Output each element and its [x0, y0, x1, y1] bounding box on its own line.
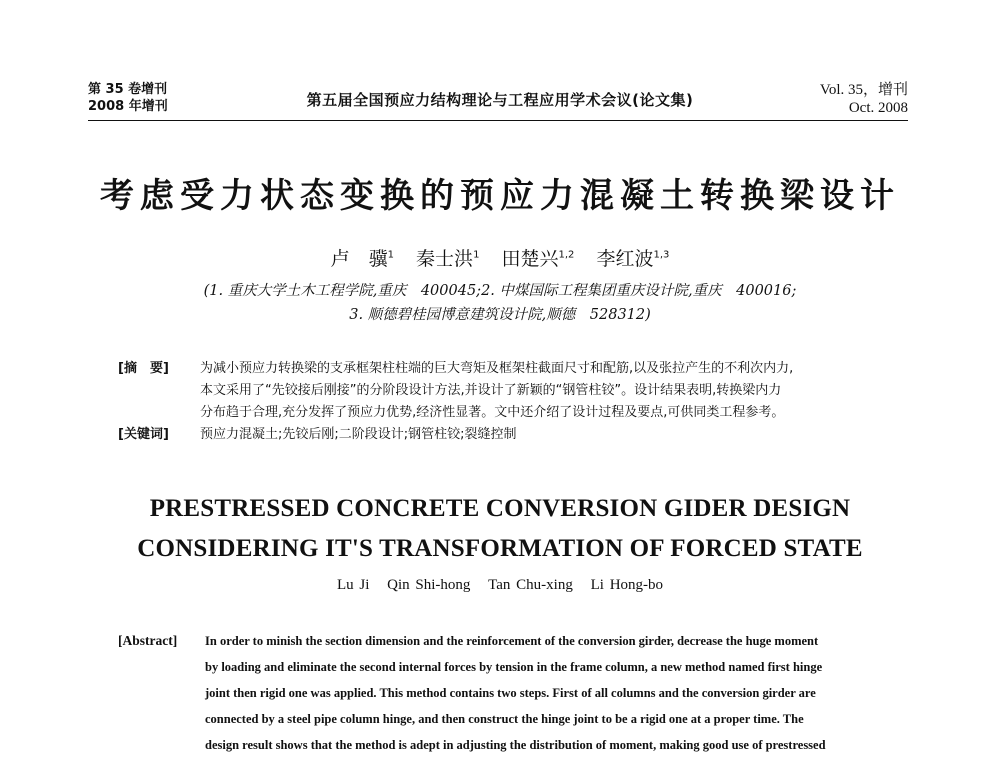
- header-volume-en: [820, 81, 908, 117]
- keywords-cn-text: 预应力混凝土;先铰后刚;二阶段设计;钢管柱铰;裂缝控制: [200, 427, 517, 442]
- abstract-cn-text: [200, 358, 918, 424]
- author-en-3: Tan Chu-xing: [488, 577, 573, 593]
- abstract-en: [118, 628, 918, 758]
- affiliation-line-2: 3. 顺德碧桂园博意建筑设计院,顺德 528312): [349, 307, 651, 323]
- author-list-en: [0, 577, 1000, 594]
- keywords-cn: [118, 424, 918, 446]
- header-volume-line1: 第 35 卷增刊: [88, 82, 168, 97]
- abstract-cn-label: [摘 要]: [118, 361, 169, 376]
- abstract-cn-block: [118, 358, 918, 446]
- abstract-en-label: [Abstract]: [118, 633, 178, 648]
- author-en-4: Li Hong-bo: [590, 577, 664, 593]
- author-cn-2: 秦士洪$^1$: [416, 248, 480, 270]
- header-conference-title: 第五届全国预应力结构理论与工程应用学术会议(论文集): [306, 91, 694, 109]
- abstract-en-line: joint then rigid one was applied. This method contains two steps. First of all columns and the conversion girder are: [205, 686, 816, 700]
- paper-title-en-line1: PRESTRESSED CONCRETE CONVERSION GIDER DESIGN: [149, 495, 851, 522]
- abstract-en-line: connected by a steel pipe column hinge, and then construct the hinge joint to be a rigid one at a proper time. The: [205, 712, 804, 726]
- header-date: Oct. 2008: [848, 100, 908, 116]
- author-cn-4: 李红波$^{1,3}$: [596, 248, 670, 270]
- header-volume-en-line1: Vol. 35，增刊: [819, 82, 908, 98]
- abstract-cn-line: 为减小预应力转换梁的支承框架柱柱端的巨大弯矩及框架柱截面尺寸和配筋,以及张拉产生的不利次内力,: [200, 361, 794, 376]
- abstract-cn-line: 分布趋于合理,充分发挥了预应力优势,经济性显著。文中还介绍了设计过程及要点,可供同类工程参考。: [200, 405, 785, 420]
- author-en-1: Lu Ji: [336, 577, 370, 593]
- abstract-cn-line: 本文采用了“先铰接后刚接”的分阶段设计方法,并设计了新颖的“钢管柱铰”。设计结果表明,转换梁内力: [200, 383, 782, 398]
- abstract-en-text: [205, 628, 918, 758]
- author-cn-3: 田楚兴$^{1,2}$: [501, 248, 575, 270]
- abstract-en-line: by loading and eliminate the second internal forces by tension in the frame column, a new method named first hinge: [205, 660, 823, 674]
- abstract-en-line: In order to minish the section dimension and the reinforcement of the conversion girder, decrease the huge moment: [205, 634, 819, 648]
- author-en-2: Qin Shi-hong: [387, 577, 471, 593]
- affiliation-line-1: (1. 重庆大学土木工程学院,重庆 400045;2. 中煤国际工程集团重庆设计院,重庆 400016;: [203, 283, 797, 299]
- paper-title-cn: 考虑受力状态变换的预应力混凝土转换梁设计: [100, 176, 900, 216]
- header-volume-line2: 2008 年增刊: [88, 99, 168, 114]
- abstract-en-line: design result shows that the method is adept in adjusting the distribution of moment, making good use of prestressed: [205, 738, 826, 752]
- abstract-cn: [118, 358, 918, 424]
- paper-title-en-line2: CONSIDERING IT'S TRANSFORMATION OF FORCED STATE: [137, 535, 863, 562]
- header-divider: [88, 120, 908, 121]
- author-list-cn: [0, 244, 1000, 271]
- keywords-cn-label: [关键词]: [118, 427, 169, 442]
- author-cn-1: 卢 骥$^1$: [330, 248, 394, 270]
